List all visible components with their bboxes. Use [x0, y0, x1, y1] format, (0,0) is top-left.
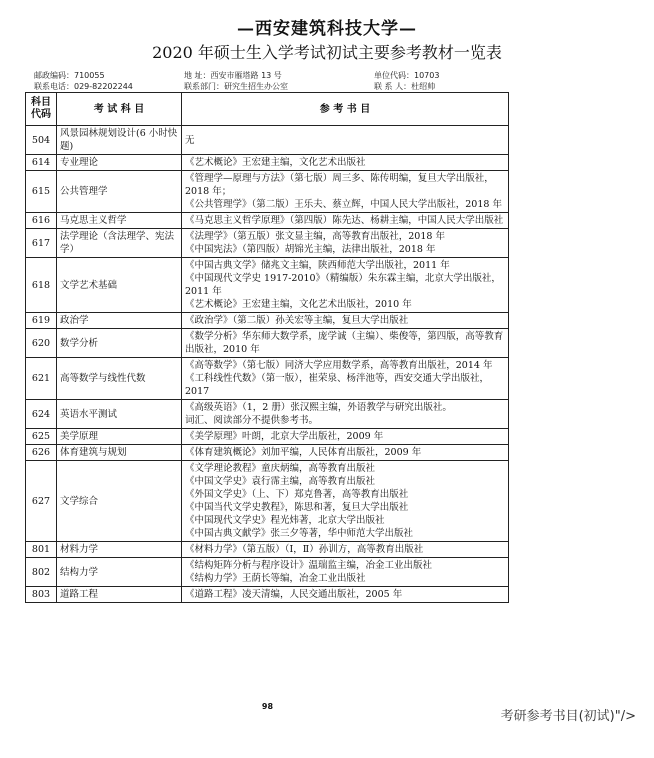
cell-books [182, 126, 509, 155]
header-code: 科目代码 [26, 93, 57, 126]
cell-code: 625 [26, 429, 57, 445]
cell-books [182, 171, 509, 213]
contact-person: 联 系 人：杜绍帅 [374, 82, 436, 91]
cell-code: 803 [26, 587, 57, 603]
cell-code: 627 [26, 461, 57, 542]
table-row [26, 229, 509, 258]
book-entry: 《中国文学史》袁行霈主编，高等教育出版社 [185, 476, 376, 487]
book-entry: 《工科线性代数》（第一版），崔荣泉、杨泮池等，西安交通大学出版社，2017 [185, 373, 490, 397]
school-name: —西安建筑科技大学— [237, 19, 417, 39]
book-entry: 《法理学》（第五版）张文显主编，高等教育出版社，2018 年 [185, 231, 445, 242]
book-entry: 《中国现代文学史 1917-2010》（精编版）朱东霖主编，北京大学出版社，2011 年 [185, 273, 501, 297]
cell-code: 621 [26, 358, 57, 400]
cell-subject: 专业理论 [57, 155, 182, 171]
cell-books [182, 213, 509, 229]
book-entry: 词汇、阅读部分不提供参考书。 [185, 415, 319, 426]
book-entry: 《文学理论教程》童庆炳编，高等教育出版社 [185, 463, 376, 474]
page-number: 98 [261, 702, 274, 711]
table-row [26, 213, 509, 229]
book-entry: 《马克思主义哲学原理》（第四版）陈先达、杨耕主编，中国人民大学出版社 [185, 215, 504, 226]
book-entry: 《中国当代文学史教程》，陈思和著，复旦大学出版社 [185, 502, 409, 513]
book-entry: 《结构矩阵分析与程序设计》温瑞监主编，冶金工业出版社 [185, 560, 433, 571]
table-row [26, 429, 509, 445]
book-entry: 《管理学—原理与方法》（第七版）周三多、陈传明编，复旦大学出版社，2018 年； [185, 173, 494, 197]
table-row [26, 258, 509, 313]
book-entry: 《艺术概论》王宏建主编，文化艺术出版社 [185, 157, 366, 168]
cell-subject: 道路工程 [57, 587, 182, 603]
book-entry: 《中国现代文学史》程光炜著，北京大学出版社 [185, 515, 385, 526]
cell-books [182, 461, 509, 542]
header-books: 参 考 书 目 [182, 93, 509, 126]
book-entry: 《中国古典文献学》张三夕等著，华中师范大学出版社 [185, 528, 414, 539]
book-entry: 《体育建筑概论》刘加平编，人民体育出版社，2009 年 [185, 447, 422, 458]
cell-subject: 材料力学 [57, 542, 182, 558]
cell-subject: 文学综合 [57, 461, 182, 542]
book-entry: 《外国文学史》（上、下）郑克鲁著，高等教育出版社 [185, 489, 409, 500]
cell-subject: 风景园林规划设计(6 小时快题) [57, 126, 182, 155]
cell-books [182, 258, 509, 313]
table-header-row [26, 93, 509, 126]
table-row [26, 171, 509, 213]
book-entry: 《高等数学》（第七版）同济大学应用数学系，高等教育出版社，2014 年 [185, 360, 493, 371]
image-caption: 考研参考书目(初试)"/> [500, 709, 636, 724]
cell-code: 624 [26, 400, 57, 429]
book-entry: 《美学原理》叶朗，北京大学出版社，2009 年 [185, 431, 384, 442]
cell-subject: 法学理论（含法理学、宪法学） [57, 229, 182, 258]
cell-code: 504 [26, 126, 57, 155]
book-entry: 《公共管理学》（第二版）王乐夫、蔡立辉，中国人民大学出版社，2018 年 [185, 199, 502, 210]
address: 地 址：西安市雁塔路 13 号 [184, 71, 282, 80]
phone: 联系电话：029-82202244 [34, 82, 133, 91]
cell-code: 626 [26, 445, 57, 461]
cell-books [182, 400, 509, 429]
table-row [26, 358, 509, 400]
cell-books [182, 445, 509, 461]
cell-subject: 高等数学与线性代数 [57, 358, 182, 400]
cell-books [182, 229, 509, 258]
cell-subject: 马克思主义哲学 [57, 213, 182, 229]
reference-book-table [25, 92, 509, 603]
book-entry: 《道路工程》凌天清编，人民交通出版社，2005 年 [185, 589, 403, 600]
book-entry: 《结构力学》王荫长等编，冶金工业出版社 [185, 573, 366, 584]
cell-books [182, 155, 509, 171]
cell-subject: 美学原理 [57, 429, 182, 445]
cell-code: 615 [26, 171, 57, 213]
cell-books [182, 587, 509, 603]
postcode: 邮政编码：710055 [34, 71, 105, 80]
book-entry: 《材料力学》（第五版）（Ⅰ，Ⅱ）孙训方，高等教育出版社 [185, 544, 424, 555]
table-row [26, 558, 509, 587]
header-subject: 考 试 科 目 [57, 93, 182, 126]
cell-subject: 政治学 [57, 313, 182, 329]
book-entry: 无 [185, 134, 195, 146]
cell-subject: 英语水平测试 [57, 400, 182, 429]
cell-code: 614 [26, 155, 57, 171]
table-row [26, 155, 509, 171]
cell-books [182, 358, 509, 400]
cell-code: 619 [26, 313, 57, 329]
table-body [26, 126, 509, 603]
cell-books [182, 558, 509, 587]
cell-code: 618 [26, 258, 57, 313]
book-entry: 《中国宪法》（第四版）胡锦光主编，法律出版社，2018 年 [185, 244, 436, 255]
cell-subject: 文学艺术基础 [57, 258, 182, 313]
book-entry: 《艺术概论》王宏建主编，文化艺术出版社，2010 年 [185, 299, 412, 310]
table-row [26, 126, 509, 155]
unit-code: 单位代码：10703 [374, 71, 440, 80]
cell-subject: 体育建筑与规划 [57, 445, 182, 461]
cell-books [182, 429, 509, 445]
cell-books [182, 329, 509, 358]
document-title: 2020 年硕士生入学考试初试主要参考教材一览表 [152, 43, 502, 62]
department: 联系部门：研究生招生办公室 [184, 82, 288, 91]
cell-code: 616 [26, 213, 57, 229]
table-row [26, 587, 509, 603]
table-row [26, 329, 509, 358]
book-entry: 《政治学》（第二版）孙关宏等主编，复旦大学出版社 [185, 315, 409, 326]
cell-code: 802 [26, 558, 57, 587]
cell-code: 620 [26, 329, 57, 358]
cell-code: 617 [26, 229, 57, 258]
cell-books [182, 313, 509, 329]
table-row [26, 445, 509, 461]
book-entry: 《高级英语》（1，2 册）张汉熙主编，外语教学与研究出版社。 [185, 402, 452, 413]
book-entry: 《中国古典文学》储兆文主编，陕西师范大学出版社，2011 年 [185, 260, 450, 271]
cell-books [182, 542, 509, 558]
table-row [26, 400, 509, 429]
cell-subject: 公共管理学 [57, 171, 182, 213]
cell-subject: 数学分析 [57, 329, 182, 358]
cell-code: 801 [26, 542, 57, 558]
table-row [26, 461, 509, 542]
table-row [26, 313, 509, 329]
book-entry: 《数学分析》华东师大数学系，庞学诚（主编）、柴俊等，第四版，高等教育出版社，2010 年 [185, 331, 504, 355]
cell-subject: 结构力学 [57, 558, 182, 587]
table-row [26, 542, 509, 558]
